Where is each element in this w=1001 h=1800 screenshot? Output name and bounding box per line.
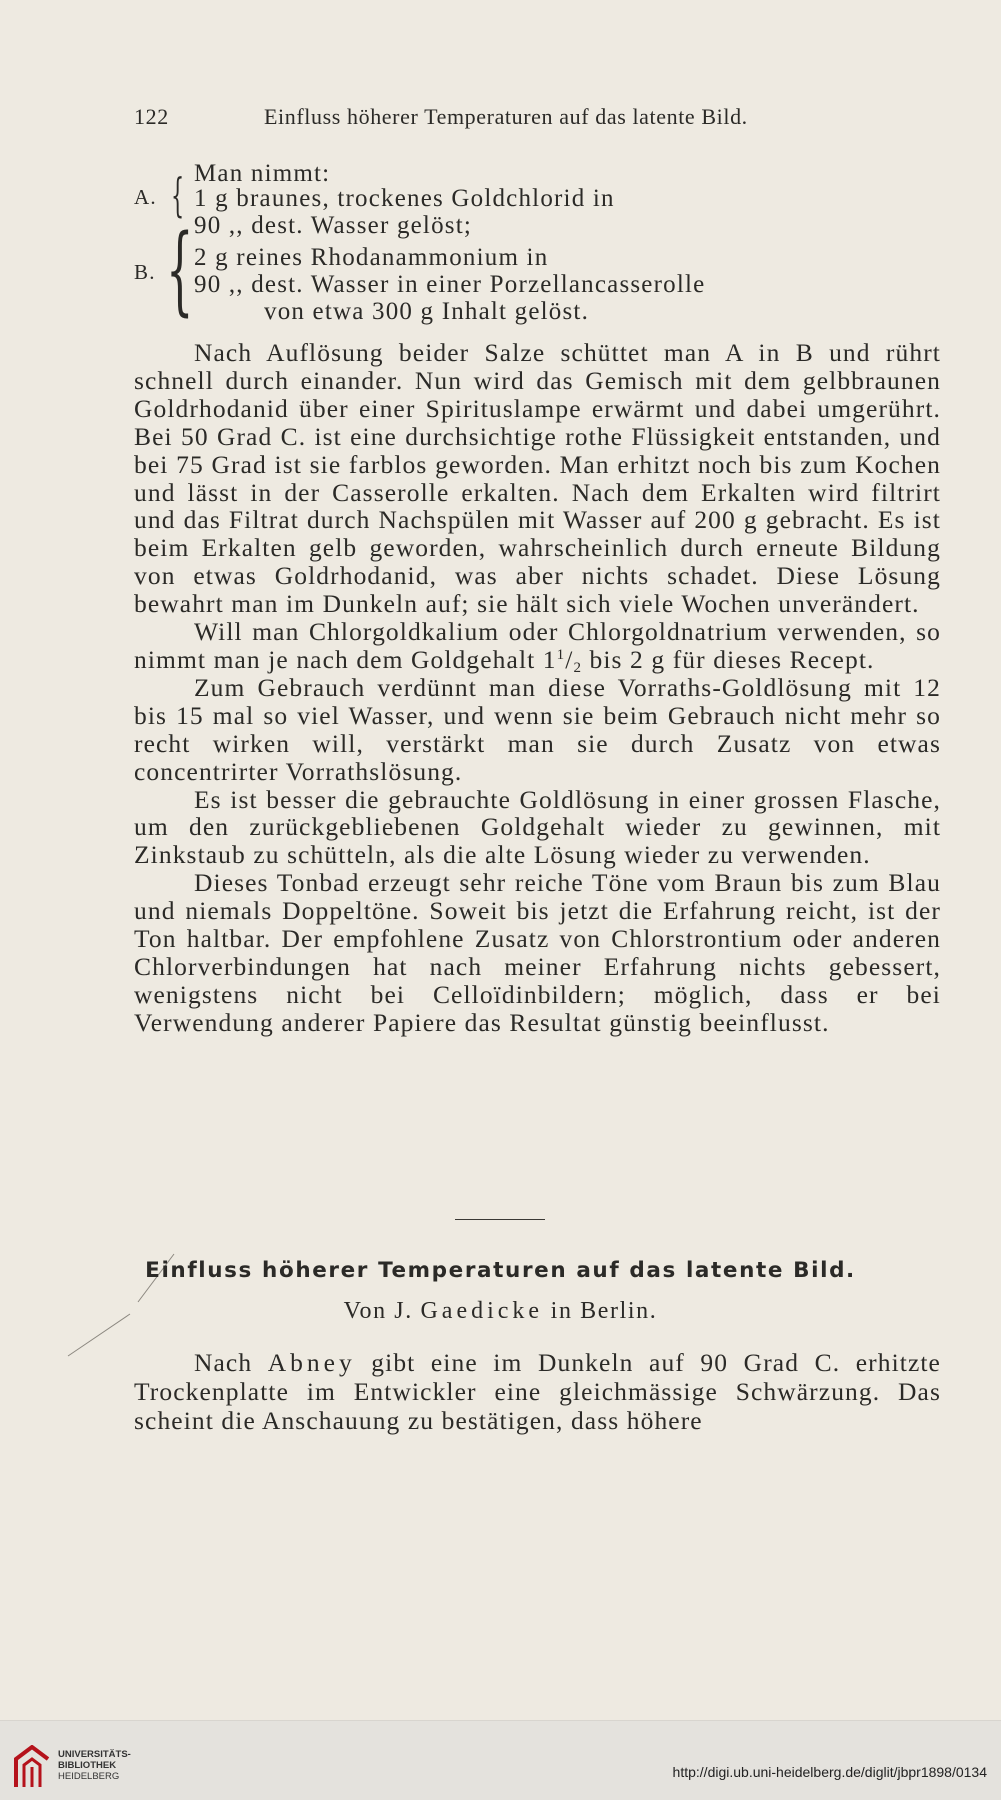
article-text bbox=[134, 1348, 941, 1435]
footer-bar bbox=[0, 1720, 1001, 1800]
recipe-a-line-2: 90 ,, dest. Wasser gelöst; bbox=[194, 212, 473, 239]
running-title: Einfluss höherer Temperaturen auf das latente Bild. bbox=[264, 104, 748, 129]
paragraph: Dieses Tonbad erzeugt sehr reiche Töne vom Braun bis zum Blau und niemals Doppeltöne. Soweit bis jetzt die Erfahrung reicht, ist der Ton haltbar. Der empfohlene Zusatz von Chlorstrontium oder anderen Chlorverbindungen hat nach meiner Erfahrung nichts gebessert, wenigstens nicht bei Celloïdinbildern; möglich, dass er bei Verwendung anderer Papiere das Resultat günstig beeinflusst. bbox=[134, 868, 941, 1037]
paragraph: Es ist besser die gebrauchte Goldlösung in einer grossen Flasche, um den zurückgebliebenen Goldgehalt wieder zu gewinnen, mit Zinkstaub zu schütteln, als die alte Lösung wieder zu verwenden. bbox=[134, 784, 941, 870]
recipe-b-line-3: von etwa 300 g Inhalt gelöst. bbox=[264, 298, 590, 325]
paragraph: Will man Chlorgoldkalium oder Chlorgoldnatrium verwenden, so nimmt man je nach dem Goldgehalt $1^1/_2$ bis 2 g für dieses Recept. bbox=[134, 617, 941, 676]
recipe-intro: Man nimmt: bbox=[194, 160, 331, 187]
article-author: Von J. Gaedicke in Berlin. bbox=[343, 1298, 658, 1324]
body-text bbox=[134, 339, 941, 1037]
article-title: Einfluss höherer Temperaturen auf das latente Bild. bbox=[145, 1258, 856, 1283]
recipe-b-line-1: 2 g reines Rhodanammonium in bbox=[194, 244, 549, 271]
paragraph: Nach Abney gibt eine im Dunkeln auf 90 Grad C. erhitzte Trockenplatte im Entwickler eine gleichmässige Schwärzung. Das scheint die Anschauung zu bestätigen, dass höhere bbox=[134, 1348, 941, 1435]
recipe-a-line-1: 1 g braunes, trockenes Goldchlorid in bbox=[194, 185, 615, 212]
paragraph: Nach Auflösung beider Salze schüttet man A in B und rührt schnell durch einander. Nun wird das Gemisch mit dem gelbbraunen Goldrhodanid über einer Spirituslampe erwärmt und dabei umgerührt. Bei 50 Grad C. ist eine durchsichtige rothe Flüssigkeit entstanden, und bei 75 Grad ist sie farblos geworden. Man erhitzt noch bis zum Kochen und lässt in der Casserolle erkalten. Nach dem Erkalten wird filtrirt und das Filtrat durch Nachspülen mit Wasser auf 200 g gebracht. Es ist beim Erkalten gelb geworden, wahrscheinlich durch erneute Bildung von etwas Goldrhodanid, was aber nichts schadet. Diese Lösung bewahrt man im Dunkeln auf; sie hält sich viele Wochen unverändert. bbox=[134, 338, 941, 619]
recipe-label-a: A. bbox=[134, 185, 157, 209]
brace-b-icon: { bbox=[166, 214, 195, 326]
page-header bbox=[134, 104, 831, 134]
library-logo-icon[interactable] bbox=[12, 1745, 52, 1790]
library-logo-text[interactable]: UNIVERSITÄTS- BIBLIOTHEK HEIDELBERG bbox=[58, 1749, 131, 1782]
recipe-b-line-2: 90 ,, dest. Wasser in einer Porzellancasserolle bbox=[194, 271, 706, 298]
brace-a-icon: { bbox=[171, 168, 185, 222]
section-divider bbox=[455, 1219, 545, 1220]
page-number: 122 bbox=[134, 104, 169, 129]
paragraph: Zum Gebrauch verdünnt man diese Vorraths-Goldlösung mit 12 bis 15 mal so viel Wasser, und wenn sie beim Gebrauch nicht mehr so recht wirken will, verstärkt man sie durch Zusatz von etwas concentrirter Vorrathslösung. bbox=[134, 672, 941, 786]
source-url-link[interactable]: http://digi.ub.uni-heidelberg.de/diglit/jbpr1898/0134 bbox=[672, 1764, 987, 1780]
recipe-label-b: B. bbox=[134, 260, 156, 284]
